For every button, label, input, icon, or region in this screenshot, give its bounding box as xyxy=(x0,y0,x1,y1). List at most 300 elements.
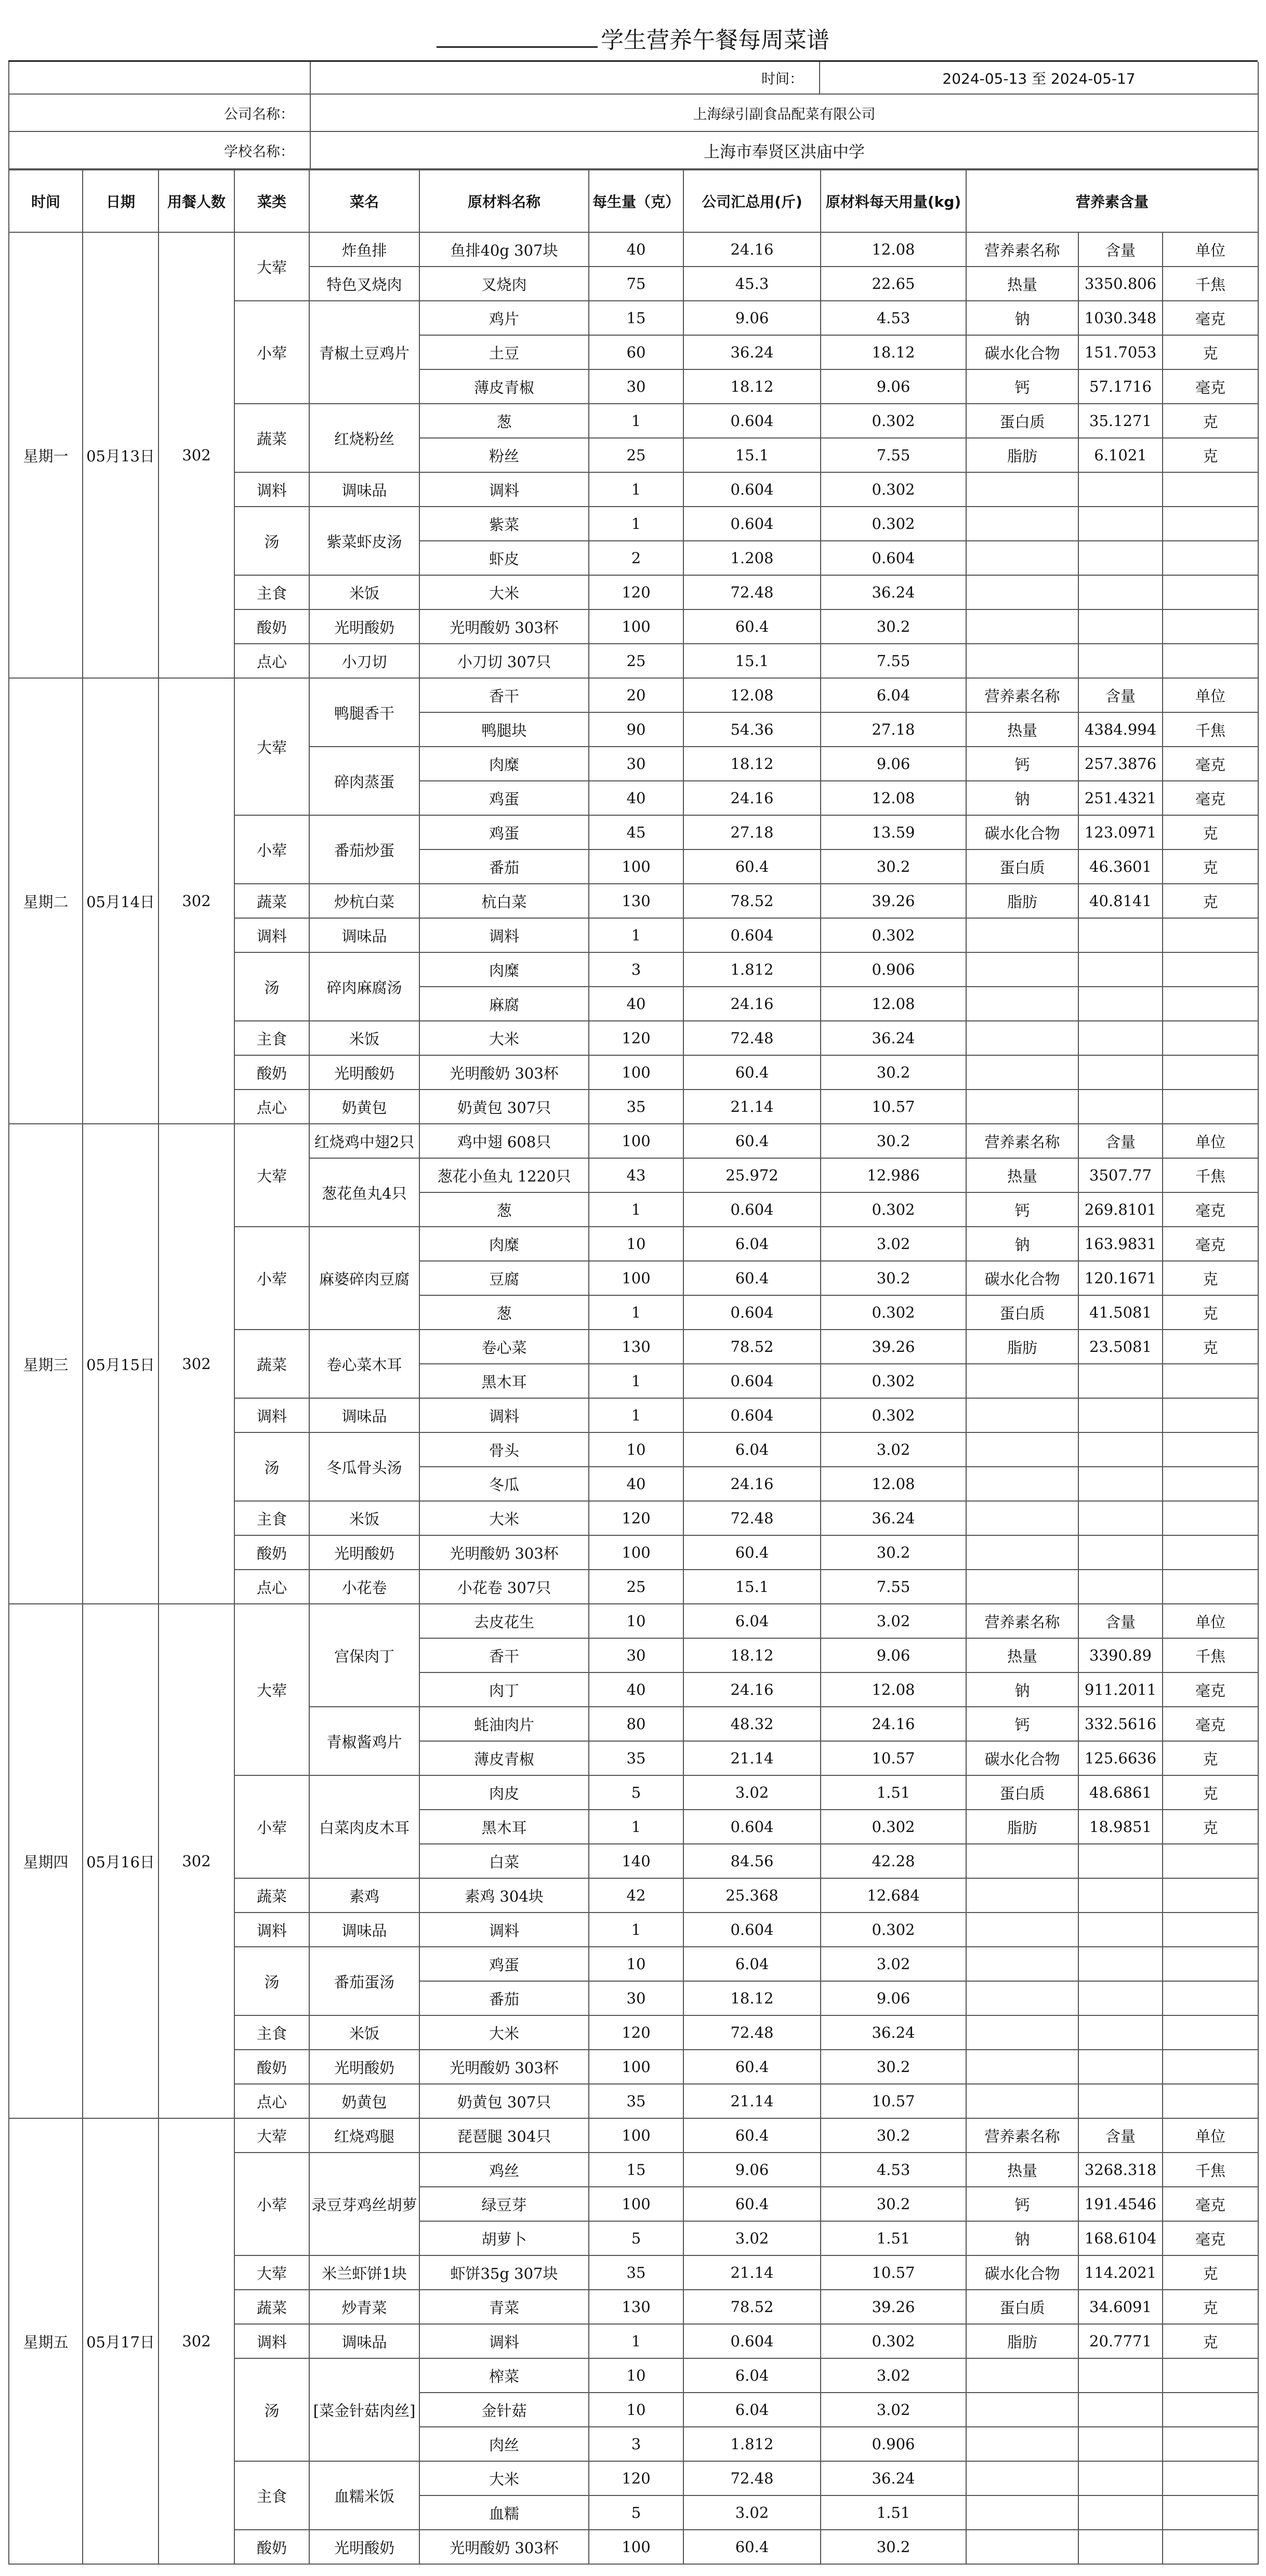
nutrient-unit-cell xyxy=(1163,1947,1258,1981)
nutrient-name-cell: 钠 xyxy=(966,1672,1078,1707)
daily-kg-cell: 10.57 xyxy=(821,2255,966,2290)
ingredient-cell: 番茄 xyxy=(419,849,589,884)
category-cell: 调料 xyxy=(234,472,309,507)
per-student-cell: 45 xyxy=(589,815,683,849)
per-student-cell: 1 xyxy=(589,1913,683,1947)
nutrient-unit-cell: 千焦 xyxy=(1163,712,1258,747)
nutrient-name-cell xyxy=(966,541,1078,575)
school-label: 学校名称： xyxy=(9,131,310,169)
weekday-cell: 星期五 xyxy=(9,2118,83,2564)
nutrient-amount-cell xyxy=(1078,1844,1163,1878)
nutrient-amount-cell xyxy=(1078,1501,1163,1535)
ingredient-cell: 肉丝 xyxy=(419,2427,589,2461)
ingredient-cell: 奶黄包 307只 xyxy=(419,2084,589,2118)
ingredient-cell: 光明酸奶 303杯 xyxy=(419,1535,589,1570)
ingredient-cell: 鸡片 xyxy=(419,301,589,335)
per-student-cell: 1 xyxy=(589,1192,683,1227)
nutrient-name-cell: 营养素名称 xyxy=(966,678,1078,712)
category-cell: 蔬菜 xyxy=(234,1330,309,1398)
daily-kg-cell: 10.57 xyxy=(821,1090,966,1124)
ingredient-cell: 调料 xyxy=(419,918,589,952)
daily-kg-cell: 30.2 xyxy=(821,1124,966,1158)
dish-cell: 炸鱼排 xyxy=(309,232,419,267)
daily-kg-cell: 9.06 xyxy=(821,1981,966,2015)
dish-cell: 光明酸奶 xyxy=(309,1535,419,1570)
dish-cell: 光明酸奶 xyxy=(309,1055,419,1090)
category-cell: 主食 xyxy=(234,575,309,609)
daily-kg-cell: 3.02 xyxy=(821,2393,966,2427)
nutrient-unit-cell: 克 xyxy=(1163,815,1258,849)
daily-kg-cell: 0.302 xyxy=(821,472,966,507)
dish-cell: 录豆芽鸡丝胡萝 xyxy=(309,2153,419,2255)
company-total-cell: 6.04 xyxy=(683,2393,821,2427)
company-total-cell: 9.06 xyxy=(683,2153,821,2187)
daily-kg-cell: 3.02 xyxy=(821,2358,966,2393)
category-cell: 汤 xyxy=(234,1432,309,1501)
nutrient-unit-cell xyxy=(1163,1535,1258,1570)
daily-kg-cell: 7.55 xyxy=(821,644,966,678)
per-student-cell: 35 xyxy=(589,2084,683,2118)
per-student-cell: 3 xyxy=(589,2427,683,2461)
nutrient-name-cell: 热量 xyxy=(966,712,1078,747)
daily-kg-cell: 3.02 xyxy=(821,1432,966,1467)
dish-cell: 调味品 xyxy=(309,918,419,952)
daily-kg-cell: 12.08 xyxy=(821,987,966,1021)
dish-cell: 番茄炒蛋 xyxy=(309,815,419,884)
company-total-cell: 24.16 xyxy=(683,987,821,1021)
ingredient-cell: 鸡蛋 xyxy=(419,781,589,815)
nutrient-unit-cell xyxy=(1163,644,1258,678)
nutrient-unit-cell: 毫克 xyxy=(1163,781,1258,815)
nutrient-name-cell xyxy=(966,507,1078,541)
per-student-cell: 10 xyxy=(589,2358,683,2393)
ingredient-cell: 鱼排40g 307块 xyxy=(419,232,589,267)
dish-cell: 小刀切 xyxy=(309,644,419,678)
category-cell: 酸奶 xyxy=(234,2530,309,2564)
nutrient-amount-cell xyxy=(1078,918,1163,952)
daily-kg-cell: 0.302 xyxy=(821,918,966,952)
category-cell: 小荤 xyxy=(234,815,309,884)
company-total-cell: 24.16 xyxy=(683,781,821,815)
daily-kg-cell: 0.302 xyxy=(821,1398,966,1432)
daily-kg-cell: 36.24 xyxy=(821,2015,966,2050)
nutrient-name-cell xyxy=(966,987,1078,1021)
date-cell: 05月15日 xyxy=(83,1124,159,1604)
nutrient-amount-cell: 257.3876 xyxy=(1078,747,1163,781)
nutrient-amount-cell: 114.2021 xyxy=(1078,2255,1163,2290)
nutrient-amount-cell: 191.4546 xyxy=(1078,2187,1163,2221)
ingredient-cell: 金针菇 xyxy=(419,2393,589,2427)
daily-kg-cell: 36.24 xyxy=(821,575,966,609)
category-cell: 汤 xyxy=(234,2358,309,2461)
nutrient-name-cell xyxy=(966,1501,1078,1535)
dish-cell: 炒杭白菜 xyxy=(309,884,419,918)
category-cell: 酸奶 xyxy=(234,2050,309,2084)
ingredient-cell: 香干 xyxy=(419,678,589,712)
dish-cell: 葱花鱼丸4只 xyxy=(309,1158,419,1227)
nutrient-amount-cell: 168.6104 xyxy=(1078,2221,1163,2255)
date-cell: 05月14日 xyxy=(83,678,159,1124)
nutrient-unit-cell: 克 xyxy=(1163,1295,1258,1330)
company-total-cell: 0.604 xyxy=(683,1295,821,1330)
nutrient-unit-cell: 克 xyxy=(1163,849,1258,884)
nutrient-name-cell xyxy=(966,2015,1078,2050)
nutrient-amount-cell xyxy=(1078,2461,1163,2495)
nutrient-unit-cell xyxy=(1163,2461,1258,2495)
nutrient-unit-cell: 克 xyxy=(1163,884,1258,918)
nutrient-amount-cell xyxy=(1078,2495,1163,2530)
ingredient-cell: 蚝油肉片 xyxy=(419,1707,589,1741)
nutrient-amount-cell xyxy=(1078,541,1163,575)
daily-kg-cell: 12.08 xyxy=(821,1672,966,1707)
company-total-cell: 0.604 xyxy=(683,2324,821,2358)
count-cell: 302 xyxy=(159,678,234,1124)
nutrient-name-cell: 蛋白质 xyxy=(966,1295,1078,1330)
dish-cell: 光明酸奶 xyxy=(309,609,419,644)
category-cell: 调料 xyxy=(234,1398,309,1432)
nutrient-unit-cell xyxy=(1163,2495,1258,2530)
daily-kg-cell: 0.302 xyxy=(821,1913,966,1947)
per-student-cell: 130 xyxy=(589,884,683,918)
per-student-cell: 1 xyxy=(589,918,683,952)
daily-kg-cell: 0.604 xyxy=(821,541,966,575)
nutrient-amount-cell: 911.2011 xyxy=(1078,1672,1163,1707)
nutrient-amount-cell: 40.8141 xyxy=(1078,884,1163,918)
dish-cell: 米饭 xyxy=(309,1501,419,1535)
nutrient-name-cell xyxy=(966,1570,1078,1604)
company-value: 上海绿引副食品配菜有限公司 xyxy=(310,94,1258,131)
daily-kg-cell: 30.2 xyxy=(821,1535,966,1570)
company-total-cell: 60.4 xyxy=(683,1124,821,1158)
nutrient-amount-cell xyxy=(1078,1878,1163,1913)
title-blank-line xyxy=(437,29,598,48)
ingredient-cell: 榨菜 xyxy=(419,2358,589,2393)
nutrient-unit-cell xyxy=(1163,918,1258,952)
company-total-cell: 21.14 xyxy=(683,1741,821,1775)
per-student-cell: 35 xyxy=(589,1741,683,1775)
ingredient-cell: 光明酸奶 303杯 xyxy=(419,2530,589,2564)
dish-cell: [菜金针菇肉丝] xyxy=(309,2358,419,2461)
nutrient-name-cell xyxy=(966,2358,1078,2393)
ingredient-cell: 奶黄包 307只 xyxy=(419,1090,589,1124)
nutrient-unit-cell: 毫克 xyxy=(1163,2221,1258,2255)
count-cell: 302 xyxy=(159,1604,234,2118)
daily-kg-cell: 3.02 xyxy=(821,1604,966,1638)
header-count: 用餐人数 xyxy=(159,170,234,232)
company-total-cell: 78.52 xyxy=(683,1330,821,1364)
company-total-cell: 0.604 xyxy=(683,1398,821,1432)
daily-kg-cell: 4.53 xyxy=(821,301,966,335)
ingredient-cell: 胡萝卜 xyxy=(419,2221,589,2255)
per-student-cell: 42 xyxy=(589,1878,683,1913)
company-total-cell: 60.4 xyxy=(683,1055,821,1090)
nutrient-amount-cell: 269.8101 xyxy=(1078,1192,1163,1227)
ingredient-cell: 大米 xyxy=(419,575,589,609)
dish-cell: 米兰虾饼1块 xyxy=(309,2255,419,2290)
nutrient-name-cell: 营养素名称 xyxy=(966,1124,1078,1158)
ingredient-cell: 调料 xyxy=(419,472,589,507)
nutrient-name-cell: 钠 xyxy=(966,1227,1078,1261)
daily-kg-cell: 9.06 xyxy=(821,369,966,404)
nutrient-unit-cell xyxy=(1163,2015,1258,2050)
dish-cell: 素鸡 xyxy=(309,1878,419,1913)
category-cell: 调料 xyxy=(234,918,309,952)
company-total-cell: 72.48 xyxy=(683,1501,821,1535)
nutrient-amount-cell xyxy=(1078,1570,1163,1604)
nutrient-unit-cell xyxy=(1163,2358,1258,2393)
company-total-cell: 78.52 xyxy=(683,2290,821,2324)
ingredient-cell: 香干 xyxy=(419,1638,589,1672)
per-student-cell: 130 xyxy=(589,2290,683,2324)
nutrient-amount-cell: 3390.89 xyxy=(1078,1638,1163,1672)
dish-cell: 小花卷 xyxy=(309,1570,419,1604)
nutrient-name-cell: 营养素名称 xyxy=(966,1604,1078,1638)
dish-cell: 红烧粉丝 xyxy=(309,404,419,472)
per-student-cell: 25 xyxy=(589,644,683,678)
dish-cell: 特色叉烧肉 xyxy=(309,267,419,301)
category-cell: 酸奶 xyxy=(234,609,309,644)
nutrient-name-cell: 脂肪 xyxy=(966,1330,1078,1364)
per-student-cell: 10 xyxy=(589,1432,683,1467)
per-student-cell: 5 xyxy=(589,2495,683,2530)
date-cell: 05月13日 xyxy=(83,232,159,678)
menu-sheet xyxy=(8,16,1258,2565)
ingredient-cell: 麻腐 xyxy=(419,987,589,1021)
nutrient-amount-cell xyxy=(1078,1535,1163,1570)
nutrient-unit-cell xyxy=(1163,952,1258,987)
nutrient-name-cell: 钠 xyxy=(966,781,1078,815)
company-total-cell: 18.12 xyxy=(683,747,821,781)
company-row xyxy=(9,94,1258,131)
weekday-cell: 星期一 xyxy=(9,232,83,678)
nutrient-name-cell: 钙 xyxy=(966,1192,1078,1227)
nutrient-amount-cell: 6.1021 xyxy=(1078,438,1163,472)
category-cell: 蔬菜 xyxy=(234,404,309,472)
nutrient-name-cell xyxy=(966,2084,1078,2118)
nutrient-name-cell xyxy=(966,1467,1078,1501)
nutrient-amount-cell: 含量 xyxy=(1078,1124,1163,1158)
dish-cell: 调味品 xyxy=(309,1913,419,1947)
company-total-cell: 0.604 xyxy=(683,918,821,952)
nutrient-amount-cell xyxy=(1078,1021,1163,1055)
page-title xyxy=(8,16,1258,62)
nutrient-unit-cell: 克 xyxy=(1163,2255,1258,2290)
nutrient-unit-cell xyxy=(1163,1878,1258,1913)
company-total-cell: 1.812 xyxy=(683,952,821,987)
per-student-cell: 10 xyxy=(589,1227,683,1261)
category-cell: 蔬菜 xyxy=(234,884,309,918)
company-total-cell: 0.604 xyxy=(683,1913,821,1947)
company-total-cell: 3.02 xyxy=(683,2495,821,2530)
nutrient-name-cell xyxy=(966,1398,1078,1432)
weekday-cell: 星期二 xyxy=(9,678,83,1124)
daily-kg-cell: 0.302 xyxy=(821,507,966,541)
company-total-cell: 36.24 xyxy=(683,335,821,369)
ingredient-cell: 大米 xyxy=(419,1021,589,1055)
dish-cell: 米饭 xyxy=(309,575,419,609)
nutrient-amount-cell: 35.1271 xyxy=(1078,404,1163,438)
ingredient-cell: 杭白菜 xyxy=(419,884,589,918)
daily-kg-cell: 12.08 xyxy=(821,781,966,815)
per-student-cell: 1 xyxy=(589,1398,683,1432)
company-total-cell: 54.36 xyxy=(683,712,821,747)
nutrient-name-cell: 蛋白质 xyxy=(966,2290,1078,2324)
dish-cell: 麻婆碎肉豆腐 xyxy=(309,1227,419,1330)
nutrient-amount-cell: 34.6091 xyxy=(1078,2290,1163,2324)
nutrient-name-cell xyxy=(966,1535,1078,1570)
per-student-cell: 1 xyxy=(589,1295,683,1330)
daily-kg-cell: 12.986 xyxy=(821,1158,966,1192)
daily-kg-cell: 36.24 xyxy=(821,1501,966,1535)
menu-body xyxy=(9,232,1258,2564)
date-cell: 05月16日 xyxy=(83,1604,159,2118)
per-student-cell: 5 xyxy=(589,1775,683,1810)
nutrient-amount-cell xyxy=(1078,987,1163,1021)
nutrient-amount-cell: 3507.77 xyxy=(1078,1158,1163,1192)
nutrient-amount-cell: 120.1671 xyxy=(1078,1261,1163,1295)
daily-kg-cell: 36.24 xyxy=(821,2461,966,2495)
header-ingredient: 原材料名称 xyxy=(419,170,589,232)
ingredient-cell: 光明酸奶 303杯 xyxy=(419,1055,589,1090)
nutrient-name-cell: 蛋白质 xyxy=(966,849,1078,884)
per-student-cell: 120 xyxy=(589,1501,683,1535)
count-cell: 302 xyxy=(159,232,234,678)
nutrient-name-cell xyxy=(966,609,1078,644)
per-student-cell: 100 xyxy=(589,1261,683,1295)
dish-cell: 卷心菜木耳 xyxy=(309,1330,419,1398)
nutrient-name-cell xyxy=(966,1432,1078,1467)
nutrient-unit-cell: 克 xyxy=(1163,1741,1258,1775)
company-total-cell: 60.4 xyxy=(683,2050,821,2084)
nutrient-amount-cell xyxy=(1078,507,1163,541)
company-total-cell: 60.4 xyxy=(683,609,821,644)
ingredient-cell: 黑木耳 xyxy=(419,1810,589,1844)
nutrient-name-cell: 钙 xyxy=(966,2187,1078,2221)
table-row xyxy=(9,678,1258,712)
title-text: 学生营养午餐每周菜谱 xyxy=(601,27,829,54)
per-student-cell: 100 xyxy=(589,609,683,644)
per-student-cell: 40 xyxy=(589,987,683,1021)
count-cell: 302 xyxy=(159,2118,234,2564)
per-student-cell: 100 xyxy=(589,1124,683,1158)
category-cell: 主食 xyxy=(234,2015,309,2050)
daily-kg-cell: 3.02 xyxy=(821,1227,966,1261)
daily-kg-cell: 10.57 xyxy=(821,1741,966,1775)
per-student-cell: 100 xyxy=(589,2530,683,2564)
category-cell: 大荤 xyxy=(234,1124,309,1227)
nutrient-unit-cell xyxy=(1163,1021,1258,1055)
nutrient-unit-cell xyxy=(1163,1467,1258,1501)
per-student-cell: 10 xyxy=(589,2393,683,2427)
nutrient-unit-cell: 毫克 xyxy=(1163,301,1258,335)
company-total-cell: 1.812 xyxy=(683,2427,821,2461)
time-value: 2024-05-13 至 2024-05-17 xyxy=(820,62,1258,94)
per-student-cell: 130 xyxy=(589,1330,683,1364)
daily-kg-cell: 30.2 xyxy=(821,849,966,884)
daily-kg-cell: 0.302 xyxy=(821,1295,966,1330)
category-cell: 大荤 xyxy=(234,678,309,815)
daily-kg-cell: 18.12 xyxy=(821,335,966,369)
nutrient-name-cell: 蛋白质 xyxy=(966,404,1078,438)
nutrient-amount-cell xyxy=(1078,1913,1163,1947)
company-total-cell: 6.04 xyxy=(683,1432,821,1467)
nutrient-name-cell xyxy=(966,2050,1078,2084)
company-total-cell: 0.604 xyxy=(683,1364,821,1398)
company-total-cell: 27.18 xyxy=(683,815,821,849)
ingredient-cell: 血糯 xyxy=(419,2495,589,2530)
nutrient-unit-cell xyxy=(1163,1913,1258,1947)
per-student-cell: 120 xyxy=(589,2461,683,2495)
nutrient-name-cell: 热量 xyxy=(966,267,1078,301)
daily-kg-cell: 12.08 xyxy=(821,232,966,267)
ingredient-cell: 叉烧肉 xyxy=(419,267,589,301)
nutrient-unit-cell: 单位 xyxy=(1163,232,1258,267)
nutrient-amount-cell xyxy=(1078,1981,1163,2015)
per-student-cell: 1 xyxy=(589,404,683,438)
category-cell: 大荤 xyxy=(234,232,309,301)
nutrient-unit-cell xyxy=(1163,2427,1258,2461)
nutrient-amount-cell: 20.7771 xyxy=(1078,2324,1163,2358)
per-student-cell: 100 xyxy=(589,849,683,884)
nutrient-unit-cell: 克 xyxy=(1163,1261,1258,1295)
dish-cell: 红烧鸡中翅2只 xyxy=(309,1124,419,1158)
daily-kg-cell: 7.55 xyxy=(821,438,966,472)
daily-kg-cell: 39.26 xyxy=(821,2290,966,2324)
daily-kg-cell: 30.2 xyxy=(821,2118,966,2153)
daily-kg-cell: 0.906 xyxy=(821,952,966,987)
company-total-cell: 78.52 xyxy=(683,884,821,918)
company-total-cell: 72.48 xyxy=(683,2015,821,2050)
nutrient-amount-cell: 41.5081 xyxy=(1078,1295,1163,1330)
weekday-cell: 星期四 xyxy=(9,1604,83,2118)
daily-kg-cell: 0.302 xyxy=(821,2324,966,2358)
nutrient-name-cell: 热量 xyxy=(966,1158,1078,1192)
per-student-cell: 1 xyxy=(589,507,683,541)
nutrient-unit-cell xyxy=(1163,541,1258,575)
header-time: 时间 xyxy=(9,170,83,232)
category-cell: 点心 xyxy=(234,1570,309,1604)
menu-table xyxy=(8,169,1259,2565)
per-student-cell: 100 xyxy=(589,1055,683,1090)
per-student-cell: 43 xyxy=(589,1158,683,1192)
nutrient-name-cell: 钠 xyxy=(966,2221,1078,2255)
dish-cell: 炒青菜 xyxy=(309,2290,419,2324)
nutrient-unit-cell xyxy=(1163,1364,1258,1398)
nutrient-unit-cell: 克 xyxy=(1163,335,1258,369)
count-cell: 302 xyxy=(159,1124,234,1604)
category-cell: 主食 xyxy=(234,2461,309,2530)
nutrient-amount-cell: 123.0971 xyxy=(1078,815,1163,849)
company-total-cell: 60.4 xyxy=(683,2530,821,2564)
ingredient-cell: 卷心菜 xyxy=(419,1330,589,1364)
nutrient-amount-cell: 1030.348 xyxy=(1078,301,1163,335)
nutrient-amount-cell: 48.6861 xyxy=(1078,1775,1163,1810)
category-cell: 蔬菜 xyxy=(234,1878,309,1913)
company-total-cell: 3.02 xyxy=(683,2221,821,2255)
nutrient-name-cell: 脂肪 xyxy=(966,884,1078,918)
per-student-cell: 20 xyxy=(589,678,683,712)
category-cell: 大荤 xyxy=(234,1604,309,1775)
per-student-cell: 1 xyxy=(589,2324,683,2358)
nutrient-amount-cell: 18.9851 xyxy=(1078,1810,1163,1844)
nutrient-unit-cell xyxy=(1163,575,1258,609)
nutrient-unit-cell: 毫克 xyxy=(1163,2187,1258,2221)
nutrient-amount-cell xyxy=(1078,609,1163,644)
daily-kg-cell: 30.2 xyxy=(821,609,966,644)
company-total-cell: 48.32 xyxy=(683,1707,821,1741)
nutrient-amount-cell: 含量 xyxy=(1078,1604,1163,1638)
nutrient-name-cell xyxy=(966,1947,1078,1981)
